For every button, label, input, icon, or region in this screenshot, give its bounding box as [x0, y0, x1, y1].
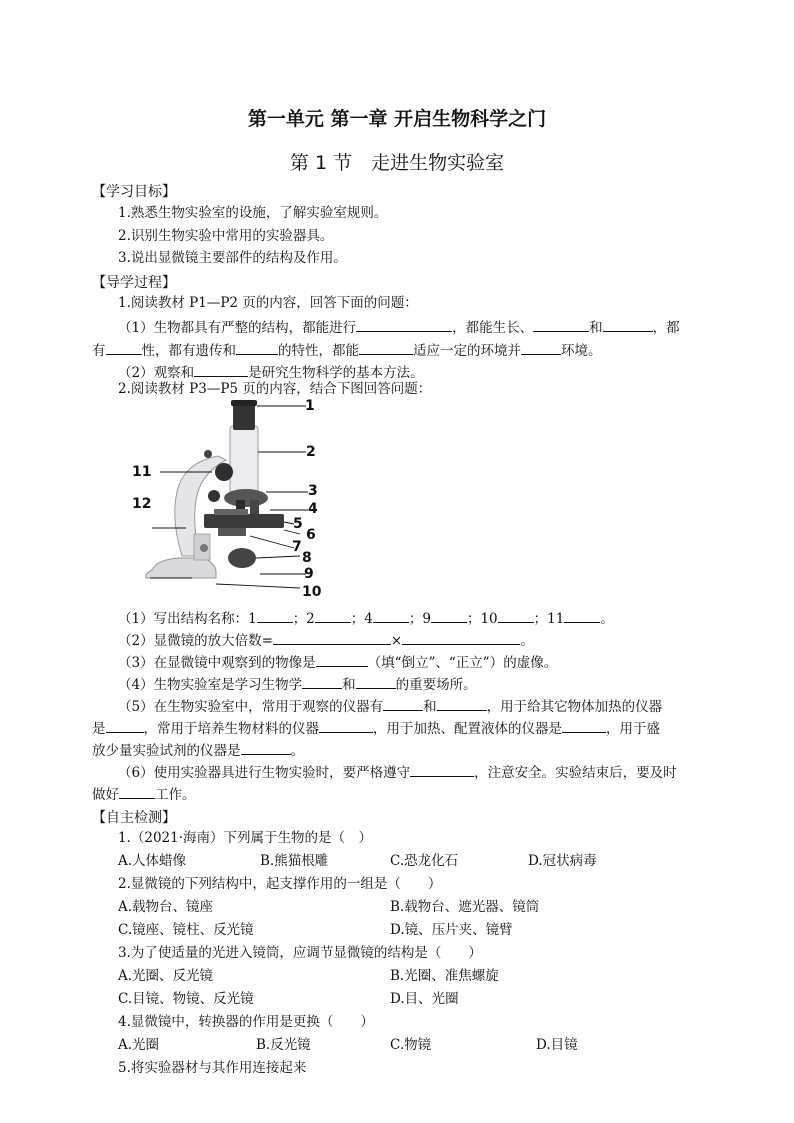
- question-line: （2）观察和 是研究生物科学的基本方法。: [118, 362, 424, 382]
- base-shape: [146, 558, 216, 578]
- answer-blank[interactable]: [373, 608, 409, 623]
- nosepiece-shape: [224, 489, 268, 507]
- mcq-option[interactable]: D.冠状病毒: [528, 853, 597, 869]
- question-line: （3）在显微镜中观察到的物像是 （填“倒立”、“正立”）的虚像。: [118, 652, 557, 672]
- answer-blank[interactable]: [410, 762, 474, 777]
- objective-item: 1.熟悉生物实验室的设施，了解实验室规则。: [118, 205, 388, 221]
- answer-blank[interactable]: [521, 340, 561, 355]
- answer-blank[interactable]: [257, 608, 293, 623]
- answer-blank[interactable]: [402, 630, 520, 645]
- question-line: 有 性，都有遗传和 的特性，都能 适应一定的环境并 环境。: [92, 340, 602, 360]
- mcq-question: 5.将实验器材与其作用连接起来: [118, 1060, 307, 1076]
- eyepiece-shape: [233, 402, 255, 430]
- body-tube-shape: [230, 426, 258, 496]
- question-line: （5）在生物实验室中，常用于观察的仪器有 和 ，用于给其它物体加热的仪器: [118, 696, 662, 716]
- diagram-label-6: 6: [306, 527, 316, 543]
- answer-blank[interactable]: [431, 608, 467, 623]
- mcq-option[interactable]: C.恐龙化石: [390, 853, 459, 869]
- question-line: 是 ，常用于培养生物材料的仪器 ，用于加热、配置液体的仪器是 ，用于盛: [92, 718, 660, 738]
- answer-blank[interactable]: [302, 674, 342, 689]
- question-line: 放少量实验试剂的仪器是 。: [92, 740, 304, 760]
- mcq-option[interactable]: B.载物台、遮光器、镜筒: [390, 899, 540, 915]
- diagram-label-5: 5: [293, 516, 303, 532]
- answer-blank[interactable]: [316, 652, 368, 667]
- question-line: （2）显微镜的放大倍数= × 。: [118, 630, 534, 650]
- diagram-label-3: 3: [308, 483, 318, 499]
- mcq-option[interactable]: A.光圈、反光镜: [118, 968, 214, 984]
- answer-blank[interactable]: [106, 718, 144, 733]
- answer-blank[interactable]: [356, 674, 396, 689]
- mcq-question: 3.为了使适量的光进入镜筒，应调节显微镜的结构是（ ）: [118, 945, 482, 961]
- diagram-label-10: 10: [302, 584, 322, 600]
- diagram-label-9: 9: [304, 566, 314, 582]
- answer-blank[interactable]: [603, 317, 653, 332]
- mcq-option[interactable]: B.反光镜: [256, 1037, 311, 1053]
- answer-blank[interactable]: [236, 340, 278, 355]
- answer-blank[interactable]: [106, 340, 142, 355]
- answer-blank[interactable]: [356, 317, 452, 332]
- mcq-option[interactable]: A.光圈: [118, 1037, 160, 1053]
- mcq-option[interactable]: D.目镜: [536, 1037, 578, 1053]
- question-line: 做好 工作。: [92, 784, 196, 804]
- answer-blank[interactable]: [437, 696, 487, 711]
- answer-blank[interactable]: [194, 362, 248, 377]
- diagram-label-8: 8: [302, 550, 312, 566]
- diagram-label-7: 7: [292, 539, 302, 555]
- fine-knob-shape: [208, 490, 220, 502]
- answer-blank[interactable]: [241, 740, 291, 755]
- mcq-question: 1.（2021·海南）下列属于生物的是（ ）: [118, 830, 373, 846]
- answer-blank[interactable]: [359, 340, 413, 355]
- mcq-option[interactable]: D.目、光圈: [390, 991, 459, 1007]
- mcq-option[interactable]: D.镜、压片夹、镜臂: [390, 922, 513, 938]
- mcq-option[interactable]: C.镜座、镜柱、反光镜: [118, 922, 254, 938]
- answer-blank[interactable]: [498, 608, 534, 623]
- question-line: （6）使用实验器具进行生物实验时，要严格遵守 ，注意安全。实验结束后，要及时: [118, 762, 677, 782]
- mcq-question: 2.显微镜的下列结构中，起支撑作用的一组是（ ）: [118, 876, 442, 892]
- diagram-label-2: 2: [306, 444, 316, 460]
- question-intro: 2.阅读教材 P3—P5 页的内容，结合下图回答问题：: [118, 381, 432, 397]
- diagram-label-11: 11: [132, 464, 152, 480]
- diagram-label-4: 4: [308, 501, 318, 517]
- answer-blank[interactable]: [119, 784, 155, 799]
- mcq-option[interactable]: A.人体蜡像: [118, 853, 187, 869]
- answer-blank[interactable]: [564, 608, 600, 623]
- objective-item: 2.识别生物实验中常用的实验器具。: [118, 228, 334, 244]
- section-title: 第 1 节 走进生物实验室: [289, 152, 505, 174]
- mcq-option[interactable]: B.熊猫根雕: [260, 853, 329, 869]
- objective-item: 3.说出显微镜主要部件的结构及作用。: [118, 250, 347, 266]
- stage-shape: [204, 514, 284, 528]
- diagram-label-12: 12: [132, 496, 152, 512]
- mcq-option[interactable]: B.光圈、准焦螺旋: [390, 968, 499, 984]
- mcq-option[interactable]: C.物镜: [390, 1037, 432, 1053]
- mcq-option[interactable]: A.载物台、镜座: [118, 899, 214, 915]
- mcq-option[interactable]: C.目镜、物镜、反光镜: [118, 991, 254, 1007]
- answer-blank[interactable]: [533, 317, 589, 332]
- selfcheck-heading: 【自主检测】: [92, 810, 176, 826]
- diagram-label-1: 1: [305, 398, 315, 414]
- coarse-knob-shape: [215, 463, 233, 481]
- mcq-question: 4.显微镜中，转换器的作用是更换（ ）: [118, 1014, 374, 1030]
- answer-blank[interactable]: [315, 608, 351, 623]
- question-intro: 1.阅读教材 P1—P2 页的内容，回答下面的问题：: [118, 295, 418, 311]
- answer-blank[interactable]: [562, 718, 606, 733]
- question-line: （1）生物都具有严整的结构，都能进行 ，都能生长、 和 ，都: [118, 317, 680, 337]
- mirror-shape: [228, 548, 256, 568]
- objectives-heading: 【学习目标】: [92, 184, 176, 200]
- answer-blank[interactable]: [319, 718, 373, 733]
- process-heading: 【导学过程】: [92, 275, 176, 291]
- answer-blank[interactable]: [383, 696, 423, 711]
- unit-title: 第一单元 第一章 开启生物科学之门: [247, 108, 547, 130]
- answer-blank[interactable]: [273, 630, 391, 645]
- question-line: （4）生物实验室是学习生物学 和 的重要场所。: [118, 674, 477, 694]
- question-line: （1）写出结构名称：1 ；2 ；4 ；9 ；10 ；11 。: [118, 608, 614, 628]
